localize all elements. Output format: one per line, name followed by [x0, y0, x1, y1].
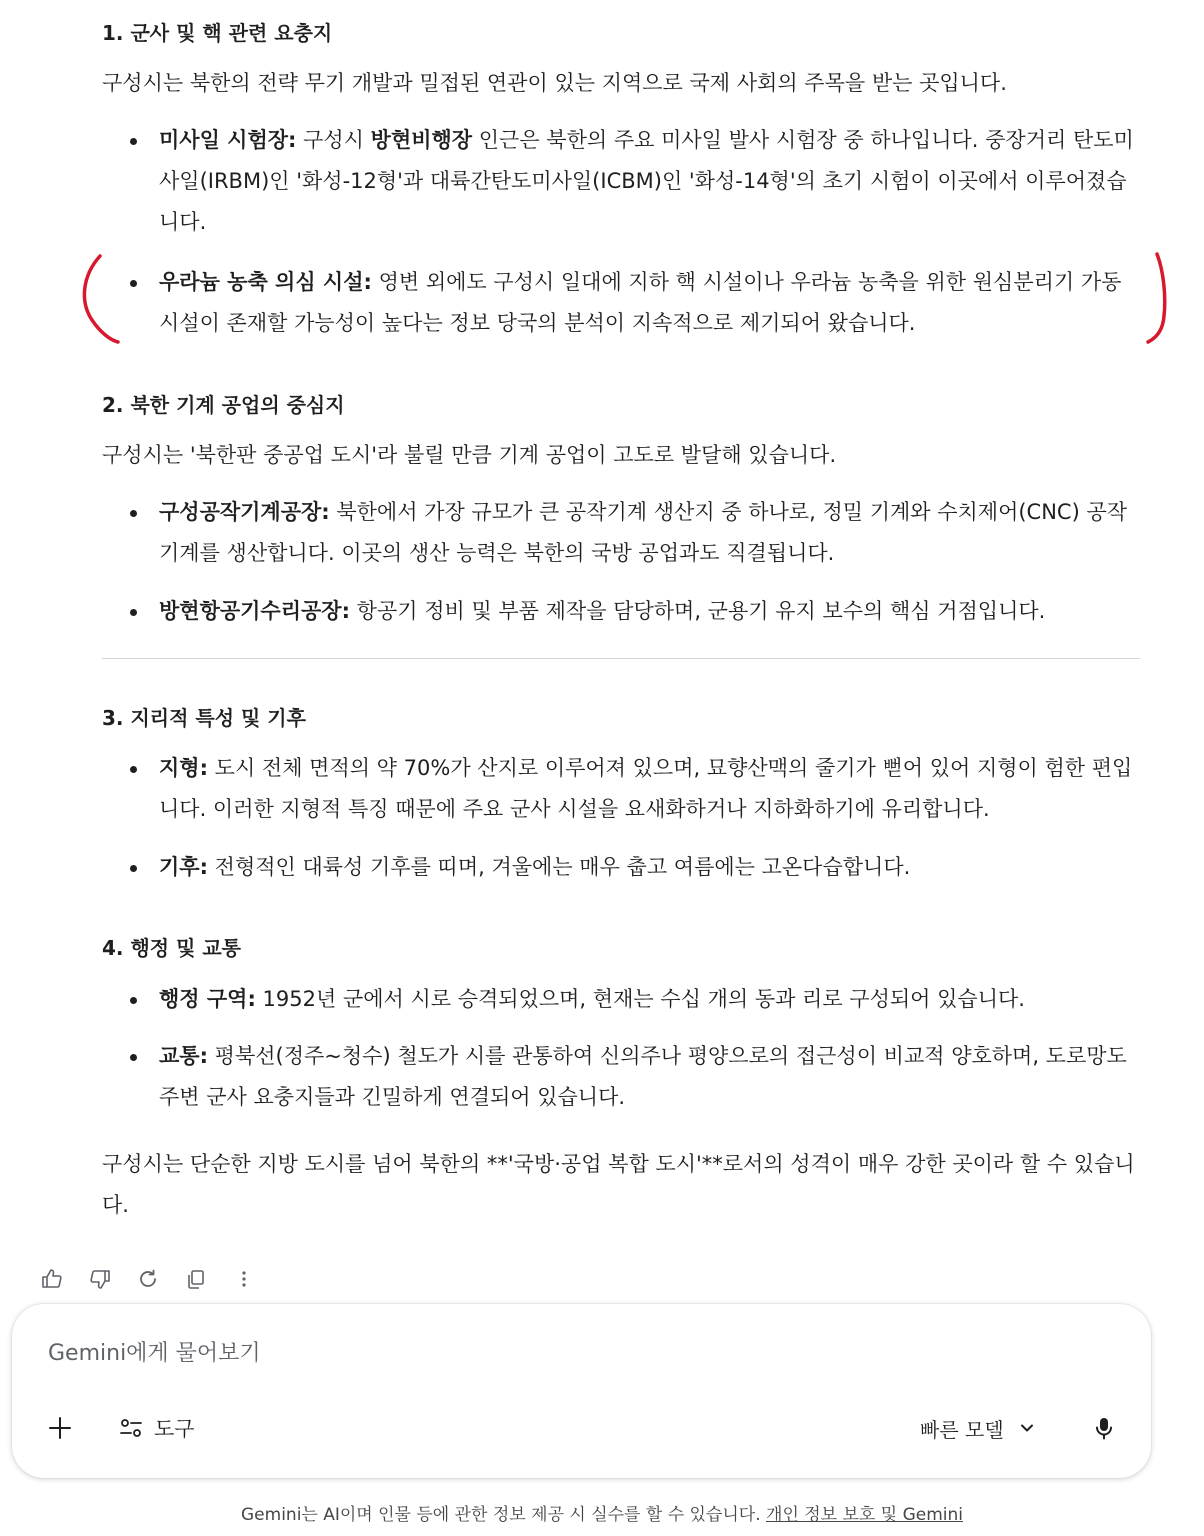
- bullet-dot: [130, 865, 137, 872]
- bullet-text-pre: 구성시: [296, 128, 371, 152]
- bullet-lead: 교통:: [159, 1044, 208, 1068]
- add-attachment-button[interactable]: [46, 1414, 74, 1442]
- regenerate-icon: [136, 1267, 160, 1291]
- prompt-input[interactable]: Gemini에게 물어보기: [48, 1341, 261, 1366]
- more-vert-icon: [232, 1267, 256, 1291]
- section-heading-3: 3. 지리적 특성 및 기후: [102, 706, 306, 730]
- section-heading-2: 2. 북한 기계 공업의 중심지: [102, 393, 345, 417]
- thumbs-down-icon: [88, 1267, 112, 1291]
- list-item: [159, 262, 1139, 344]
- thumbs-up-button[interactable]: [28, 1265, 76, 1293]
- copy-button[interactable]: [172, 1265, 220, 1293]
- chevron-down-icon: [1018, 1419, 1036, 1437]
- bullet-text: 도시 전체 면적의 약 70%가 산지로 이루어져 있으며, 묘향산맥의 줄기가 뻗어 있어 지형이 험한 편입니다. 이러한 지형적 특징 때문에 주요 군사 시설을 요새화하거나 지하화하기에 유리합니다.: [159, 756, 1133, 821]
- thumbs-down-button[interactable]: [76, 1265, 124, 1293]
- bullet-text: 1952년 군에서 시로 승격되었으며, 현재는 수십 개의 동과 리로 구성되어 있습니다.: [255, 987, 1025, 1011]
- bullet-lead: 방현항공기수리공장:: [159, 599, 350, 623]
- bullet-bold-term: 방현비행장: [370, 128, 473, 152]
- list-item: [159, 492, 1139, 574]
- list-item: [159, 748, 1139, 830]
- footer-disclaimer: [0, 1503, 1204, 1527]
- bullet-dot: [130, 138, 137, 145]
- list-item: [159, 847, 1139, 888]
- bullet-text: 북한에서 가장 규모가 큰 공작기계 생산지 중 하나로, 정밀 기계와 수치제어(CNC) 공작기계를 생산합니다. 이곳의 생산 능력은 북한의 국방 공업과도 직결됩니다.: [159, 500, 1128, 565]
- list-item: [159, 591, 1139, 632]
- section-divider: [102, 658, 1140, 659]
- bullet-dot: [130, 1054, 137, 1061]
- bullet-text: 항공기 정비 및 부품 제작을 담당하며, 군용기 유지 보수의 핵심 거점입니다.: [349, 599, 1046, 623]
- prompt-input-box[interactable]: [12, 1304, 1151, 1478]
- list-item: [159, 120, 1139, 243]
- bullet-dot: [130, 609, 137, 616]
- bullet-text: 인근은 북한의 주요 미사일 발사 시험장 중 하나입니다. 중장거리 탄도미사일(IRBM)인 '화성-12형'과 대륙간탄도미사일(ICBM)인 '화성-14형'의 초기 시험이 이곳에서 이루어졌습니다.: [159, 128, 1134, 234]
- bullet-dot: [130, 510, 137, 517]
- list-item: [159, 979, 1139, 1020]
- regenerate-button[interactable]: [124, 1265, 172, 1293]
- tools-icon: [118, 1415, 144, 1441]
- section-intro-2: 구성시는 '북한판 중공업 도시'라 불릴 만큼 기계 공업이 고도로 발달해 있습니다.: [102, 443, 837, 467]
- more-options-button[interactable]: [220, 1265, 268, 1293]
- bullet-dot: [130, 997, 137, 1004]
- model-selector[interactable]: [920, 1414, 1036, 1442]
- section-heading-1: 1. 군사 및 핵 관련 요충지: [102, 21, 333, 45]
- bullet-lead: 지형:: [159, 756, 208, 780]
- bullet-text: 평북선(정주~청수) 철도가 시를 관통하여 신의주나 평양으로의 접근성이 비교적 양호하며, 도로망도 주변 군사 요충지들과 긴밀하게 연결되어 있습니다.: [159, 1044, 1127, 1109]
- list-item: [159, 1036, 1139, 1118]
- privacy-link[interactable]: 개인 정보 보호 및 Gemini: [766, 1505, 963, 1525]
- annotation-right-bracket: [1142, 250, 1176, 346]
- section-heading-4: 4. 행정 및 교통: [102, 936, 242, 960]
- response-actions: [28, 1265, 268, 1293]
- plus-icon: [47, 1415, 73, 1441]
- section-intro-1: 구성시는 북한의 전략 무기 개발과 밀접된 연관이 있는 지역으로 국제 사회의 주목을 받는 곳입니다.: [102, 71, 1007, 95]
- disclaimer-text: Gemini는 AI이며 인물 등에 관한 정보 제공 시 실수를 할 수 있습니다.: [241, 1505, 767, 1525]
- bullet-lead: 기후:: [159, 855, 208, 879]
- copy-icon: [184, 1267, 208, 1291]
- bullet-text: 전형적인 대륙성 기후를 띠며, 겨울에는 매우 춥고 여름에는 고온다습합니다.: [207, 855, 911, 879]
- annotation-left-bracket: [78, 252, 126, 346]
- conclusion-paragraph: 구성시는 단순한 지방 도시를 넘어 북한의 **'국방·공업 복합 도시'**로서의 성격이 매우 강한 곳이라 할 수 있습니다.: [102, 1152, 1135, 1217]
- model-label: 빠른 모델: [920, 1417, 1004, 1442]
- bullet-text: 영변 외에도 구성시 일대에 지하 핵 시설이나 우라늄 농축을 위한 원심분리기 가동 시설이 존재할 가능성이 높다는 정보 당국의 분석이 지속적으로 제기되어 왔습니다.: [159, 270, 1122, 335]
- microphone-icon: [1092, 1415, 1116, 1441]
- bullet-lead: 행정 구역:: [159, 987, 256, 1011]
- bullet-lead: 우라늄 농축 의심 시설:: [159, 270, 372, 294]
- thumbs-up-icon: [40, 1267, 64, 1291]
- bullet-lead: 구성공작기계공장:: [159, 500, 330, 524]
- bullet-lead: 미사일 시험장:: [159, 128, 297, 152]
- tools-label: 도구: [154, 1417, 195, 1441]
- bullet-dot: [130, 280, 137, 287]
- tools-button[interactable]: [118, 1414, 195, 1442]
- microphone-button[interactable]: [1090, 1414, 1118, 1442]
- bullet-dot: [130, 766, 137, 773]
